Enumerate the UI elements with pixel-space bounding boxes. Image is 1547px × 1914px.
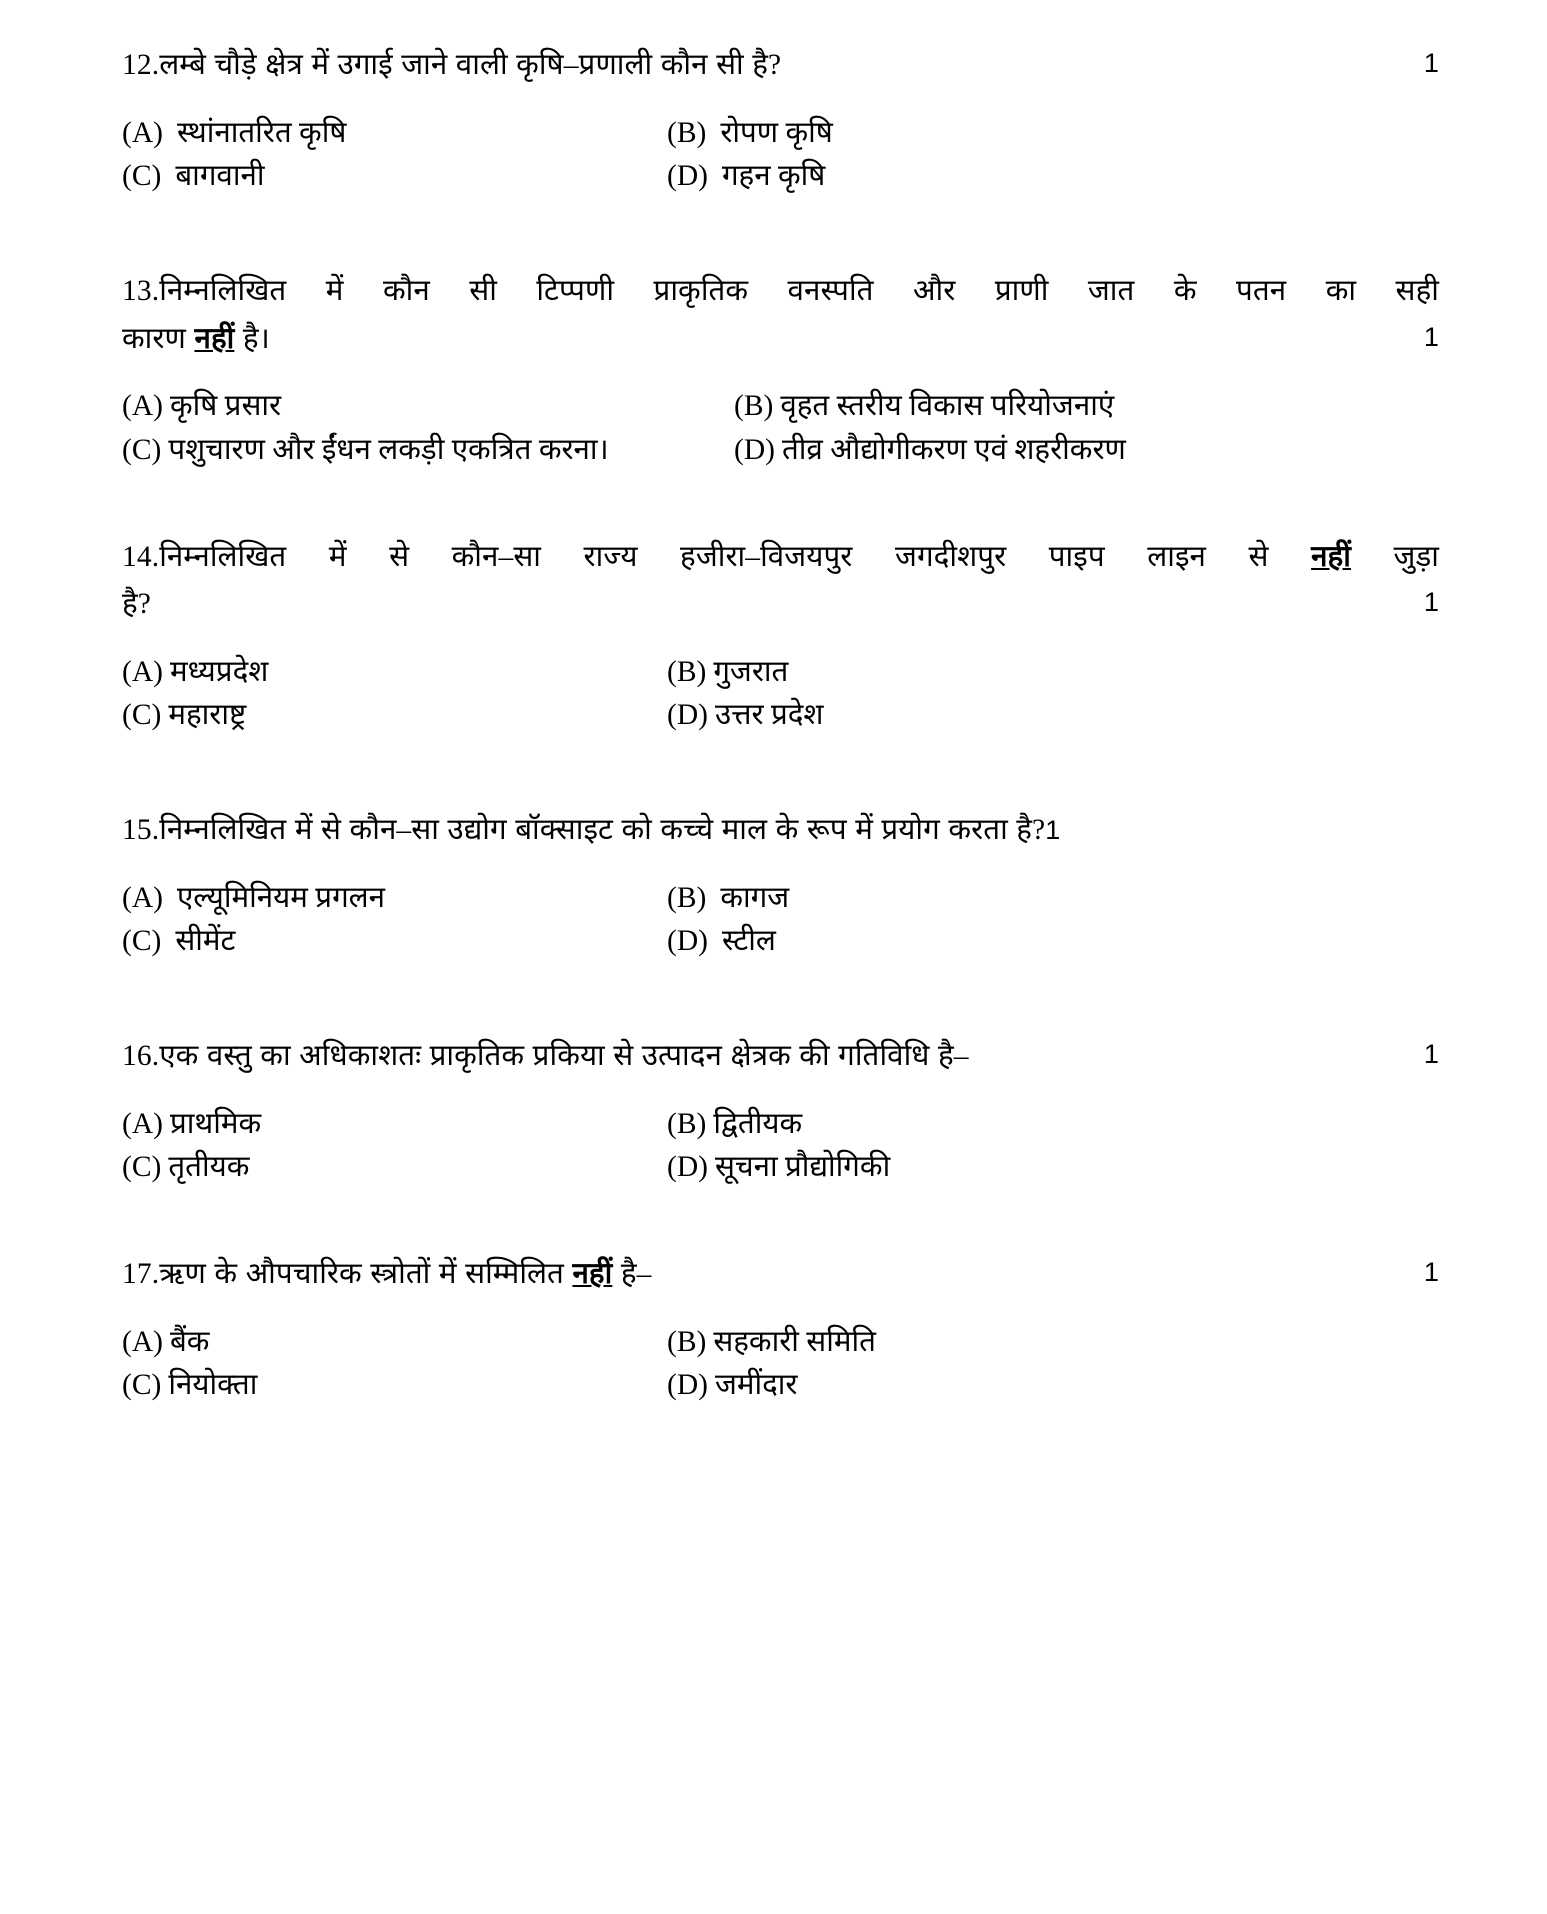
question-marks: 1 [1423,587,1439,618]
question-block [122,807,1439,1033]
question-number: 14. [122,540,160,573]
question-stem [122,534,1439,630]
option-d[interactable] [667,1146,1439,1189]
option-text: सूचना प्रौद्योगिकी [714,1151,891,1184]
question-block [122,1251,1439,1469]
option-tag: (B) [667,1107,707,1140]
question-spacer [122,1407,1439,1469]
question-spacer [122,198,1439,268]
option-text: पशुचारण और ईंधन लकड़ी एकत्रित करना। [168,433,609,466]
options-row [122,112,1439,155]
question-stem-line [122,581,1439,629]
question-stem-line [122,534,1439,582]
question-stem [122,1251,1439,1299]
option-text: महाराष्ट्र [168,699,247,732]
question-marks: 1 [1045,815,1061,846]
option-tag: (D) [734,433,775,466]
negation-emphasis: नहीं [1311,540,1351,573]
option-text: द्वितीयक [713,1107,803,1140]
option-tag: (A) [122,882,163,915]
option-tag: (D) [667,159,708,192]
options-row [122,1321,1439,1364]
options-row [122,429,1439,472]
option-tag: (C) [122,925,162,958]
options-group [122,651,1439,737]
option-text: कागज [720,882,790,915]
option-d[interactable] [734,429,1439,472]
question-stem-text: एक वस्तु का अधिकाशतः प्राकृतिक प्रकिया से उत्पादन क्षेत्रक की गतिविधि है– [159,1040,969,1073]
option-text: मध्यप्रदेश [169,656,269,689]
option-tag: (B) [734,390,774,423]
option-text: तृतीयक [168,1151,250,1184]
option-text: सीमेंट [175,925,236,958]
options-group [122,1103,1439,1189]
option-tag: (D) [667,1368,708,1401]
question-block [122,1033,1439,1251]
option-tag: (A) [122,1107,163,1140]
option-c[interactable] [122,1364,667,1407]
option-b[interactable] [667,651,1439,694]
option-tag: (C) [122,699,162,732]
question-marks: 1 [1423,1039,1439,1070]
question-marks: 1 [1423,48,1439,78]
options-group [122,112,1439,198]
option-tag: (B) [667,1325,707,1358]
option-c[interactable] [122,920,667,963]
option-tag: (C) [122,1151,162,1184]
question-marks: 1 [1423,321,1439,352]
option-c[interactable] [122,429,734,472]
question-stem-text: निम्नलिखित में से कौन–सा राज्य हजीरा–विजयपुर जगदीशपुर पाइप लाइन से [159,540,1312,573]
option-c[interactable] [122,155,667,198]
question-stem-text: है। [234,322,270,355]
options-group [122,1321,1439,1407]
question-number: 16. [122,1040,160,1073]
option-a[interactable] [122,385,734,428]
question-stem-line [122,268,1439,316]
options-row [122,385,1439,428]
question-block [122,534,1439,808]
option-b[interactable] [734,385,1439,428]
option-b[interactable] [667,112,1439,155]
option-c[interactable] [122,1146,667,1189]
option-text: प्राथमिक [169,1107,262,1140]
negation-emphasis: नहीं [194,322,235,355]
option-d[interactable] [667,694,1439,737]
question-block [122,268,1439,534]
option-tag: (A) [122,656,163,689]
option-a[interactable] [122,1321,667,1364]
negation-emphasis: नहीं [572,1258,613,1291]
question-stem-text: है? [122,588,151,621]
option-text: गुजरात [713,656,789,689]
question-spacer [122,737,1439,807]
option-text: तीव्र औद्योगीकरण एवं शहरीकरण [781,433,1126,466]
question-stem [122,807,1439,855]
question-stem-line [122,807,1439,855]
question-stem-line [122,316,1439,364]
question-number: 12. [122,49,160,81]
question-spacer [122,963,1439,1033]
question-spacer [122,1189,1439,1251]
option-tag: (D) [667,925,708,958]
options-row [122,155,1439,198]
question-block [122,42,1439,268]
option-text: एल्यूमिनियम प्रगलन [176,882,386,915]
question-stem-text: कारण [122,322,195,355]
option-text: वृहत स्तरीय विकास परियोजनाएं [780,390,1115,423]
question-number: 17. [122,1258,160,1291]
option-text: जमींदार [714,1368,798,1401]
option-text: कृषि प्रसार [169,390,282,423]
options-group [122,385,1439,471]
option-text: गहन कृषि [721,159,826,192]
option-tag: (A) [122,116,163,149]
option-a[interactable] [122,112,667,155]
options-row [122,877,1439,920]
option-tag: (A) [122,1325,163,1358]
option-tag: (C) [122,433,162,466]
option-d[interactable] [667,155,1439,198]
question-stem-line [122,1033,1439,1081]
options-row [122,694,1439,737]
question-stem-text: निम्नलिखित में से कौन–सा उद्योग बॉक्साइट को कच्चे माल के रूप में प्रयोग करता है? [159,814,1046,847]
option-text: स्टील [721,925,776,958]
question-stem-text: ऋण के औपचारिक स्त्रोतों में सम्मिलित [159,1258,573,1291]
options-group [122,877,1439,963]
question-stem [122,1033,1439,1081]
option-b[interactable] [667,1103,1439,1146]
question-number: 15. [122,814,160,847]
option-text: बागवानी [175,159,265,192]
question-number: 13. [122,274,160,307]
option-tag: (D) [667,1151,708,1184]
question-stem [122,268,1439,364]
question-stem-text: लम्बे चौड़े क्षेत्र में उगाई जाने वाली कृषि–प्रणाली कौन सी है? [159,49,782,81]
option-d[interactable] [667,920,1439,963]
option-tag: (C) [122,159,162,192]
option-text: उत्तर प्रदेश [714,699,824,732]
options-row [122,1146,1439,1189]
option-tag: (B) [667,882,707,915]
question-marks: 1 [1423,1257,1439,1288]
option-tag: (B) [667,656,707,689]
question-stem-text: निम्नलिखित में कौन सी टिप्पणी प्राकृतिक वनस्पति और प्राणी जात के पतन का सही [159,274,1439,307]
question-stem-line [122,1251,1439,1299]
question-spacer [122,472,1439,534]
option-tag: (B) [667,116,707,149]
option-text: रोपण कृषि [720,116,833,149]
options-row [122,1364,1439,1407]
option-text: सहकारी समिति [713,1325,876,1358]
options-row [122,1103,1439,1146]
question-stem-text: जुड़ा [1350,540,1439,573]
option-tag: (A) [122,390,163,423]
option-a[interactable] [122,877,667,920]
question-stem [122,42,1439,90]
options-row [122,651,1439,694]
option-tag: (D) [667,699,708,732]
option-tag: (C) [122,1368,162,1401]
question-stem-text: है– [612,1258,652,1291]
option-a[interactable] [122,651,667,694]
option-b[interactable] [667,1321,1439,1364]
option-b[interactable] [667,877,1439,920]
option-a[interactable] [122,1103,667,1146]
option-c[interactable] [122,694,667,737]
option-d[interactable] [667,1364,1439,1407]
questions-container [122,42,1439,1469]
options-row [122,920,1439,963]
option-text: नियोक्ता [168,1368,258,1401]
option-text: स्थांनातरित कृषि [176,116,347,149]
option-text: बैंक [169,1325,210,1358]
question-stem-line [122,42,1439,90]
